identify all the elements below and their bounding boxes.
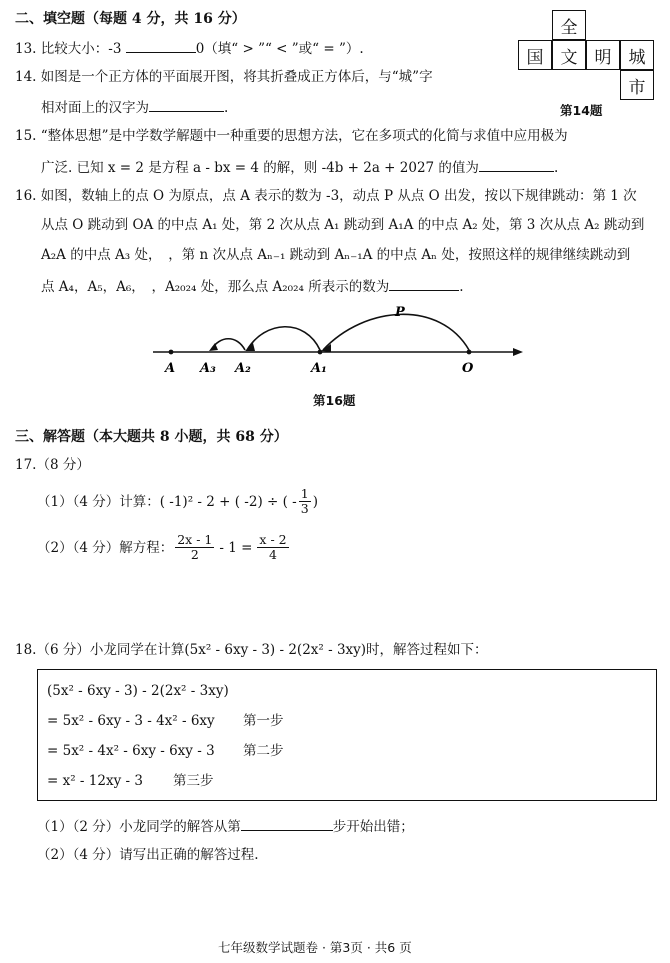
question-18-head: 18.（6 分）小龙同学在计算(5x² - 6xy - 3) - 2(2x² - 3xy)时，解答过程如下： (15, 642, 488, 658)
point-a1-dot (318, 350, 323, 355)
q18-box-step-1: 第一步 (243, 713, 284, 729)
q17-p2-fraction-left (175, 533, 214, 562)
q17-p2-right-denominator: 4 (269, 547, 277, 562)
q17-p2-fraction-right (257, 533, 288, 562)
q16-line-4-text: 点 A₄，A₅，A₆， ，A₂₀₂₄ 处，那么点 A₂₀₂₄ 所表示的数为 (41, 279, 390, 295)
number-line-figure (145, 300, 530, 382)
question-16-line-3: A₂A 的中点 A₃ 处， ，第 n 次从点 Aₙ₋₁ 跳动到 Aₙ₋₁A 的中点 Aₙ 处，按照这样的规律继续跳动到 (41, 247, 631, 263)
q13-answer-blank[interactable] (126, 38, 196, 53)
question-13 (15, 38, 364, 58)
point-a1-label: A₁ (311, 361, 327, 376)
jump-arc-3-arrowhead (209, 343, 218, 351)
question-16-line-2: 从点 O 跳动到 OA 的中点 A₁ 处，第 2 次从点 A₁ 跳动到 A₁A 的中点 A₂ 处，第 3 次从点 A₂ 跳动到 (41, 217, 645, 233)
q17-p1-text-a: （1）（4 分）计算：( -1)² - 2 + ( -2) ÷ ( - (37, 493, 297, 510)
q14-line-2-end: . (224, 100, 229, 116)
q17-p1-fraction (299, 487, 311, 516)
section-3-title: 三、解答题（本大题共 8 小题，共 68 分） (15, 429, 288, 445)
q18-box-line-1: (5x² - 6xy - 3) - 2(2x² - 3xy) (47, 683, 229, 699)
q16-answer-blank[interactable] (389, 276, 459, 291)
q17-p2-left-numerator: 2x - 1 (177, 532, 213, 547)
q18-p1-text-a: （1）（2 分）小龙同学的解答从第 (37, 819, 241, 835)
q13-text-b: 0（填“ > ”“ < ”或“ = ”）. (195, 41, 364, 57)
figure-16-caption: 第16题 (313, 393, 356, 408)
q17-p1-text-b: ) (312, 493, 318, 510)
question-15-line-2 (41, 157, 558, 177)
q17-p2-left-denominator: 2 (190, 547, 199, 562)
q15-line-2-end: . (553, 160, 559, 176)
question-14-line-1: 14. 如图是一个正方体的平面展开图，将其折叠成正方体后，与“城”字 (15, 69, 433, 85)
q18-box-line-2: = 5x² - 6xy - 3 - 4x² - 6xy (47, 713, 215, 729)
q15-answer-blank[interactable] (479, 157, 554, 172)
q18-p1-text-b: 步开始出错； (332, 819, 414, 835)
cube-net-cell-ming: 明 (586, 40, 620, 70)
q17-p2-text-a: （2）（4 分）解方程： (37, 539, 174, 556)
cube-net-cell-wen: 文 (552, 40, 586, 70)
point-a3-label: A₃ (200, 361, 216, 376)
q17-p2-right-numerator: x - 2 (259, 532, 287, 547)
point-a-label: A (165, 361, 176, 376)
question-17-part-1 (37, 487, 318, 516)
q18-solution-box (37, 669, 657, 801)
question-17-part-2 (37, 533, 291, 562)
figure-14-caption: 第14题 (560, 103, 603, 118)
q13-text-a: 13. 比较大小：-3 (15, 41, 126, 57)
q18-box-line-4: = x² - 12xy - 3 (47, 773, 143, 789)
point-p-label: P (395, 305, 405, 320)
point-o-dot (467, 350, 472, 355)
q17-p1-denominator: 3 (300, 501, 309, 516)
question-16-line-1: 16. 如图，数轴上的点 O 为原点，点 A 表示的数为 -3，动点 P 从点 O 出发，按以下规律跳动：第 1 次 (15, 188, 637, 204)
question-18-part-2: （2）（4 分）请写出正确的解答过程. (37, 847, 259, 863)
cube-net-cell-quan: 全 (552, 10, 586, 40)
q18-box-step-2: 第二步 (243, 743, 284, 759)
question-16-line-4 (41, 276, 464, 296)
point-a2-label: A₂ (235, 361, 251, 376)
section-2-title: 二、填空题（每题 4 分，共 16 分） (15, 11, 246, 27)
q14-line-2-text: 相对面上的汉字为 (41, 100, 149, 116)
cube-net-cell-guo: 国 (518, 40, 552, 70)
point-o-label: O (462, 361, 474, 376)
q18-answer-blank[interactable] (241, 816, 333, 831)
point-a-dot (169, 350, 174, 355)
q15-line-2-text: 广泛. 已知 x = 2 是方程 a - bx = 4 的解，则 -4b + 2a + 2027 的值为 (41, 160, 479, 176)
q17-p2-mid: - 1 = (219, 539, 253, 556)
question-17-head: 17.（8 分） (15, 457, 90, 473)
q17-p1-numerator: 1 (300, 486, 309, 501)
jump-arc-1-arrowhead (321, 344, 331, 352)
cube-net-cell-cheng: 城 (620, 40, 654, 70)
page-footer: 七年级数学试题卷 · 第3页 · 共6 页 (218, 940, 412, 955)
question-18-part-1 (37, 816, 414, 836)
q14-answer-blank[interactable] (149, 97, 224, 112)
question-14-line-2 (41, 97, 228, 117)
cube-net-cell-shi: 市 (620, 70, 654, 100)
number-line-arrowhead (513, 348, 523, 356)
q18-box-line-3: = 5x² - 4x² - 6xy - 6xy - 3 (47, 743, 215, 759)
question-15-line-1: 15. “整体思想”是中学数学解题中一种重要的思想方法，它在多项式的化简与求值中应用极为 (15, 128, 568, 144)
q18-box-step-3: 第三步 (173, 773, 214, 789)
jump-arc-2 (247, 327, 320, 350)
q16-line-4-end: . (459, 279, 464, 295)
